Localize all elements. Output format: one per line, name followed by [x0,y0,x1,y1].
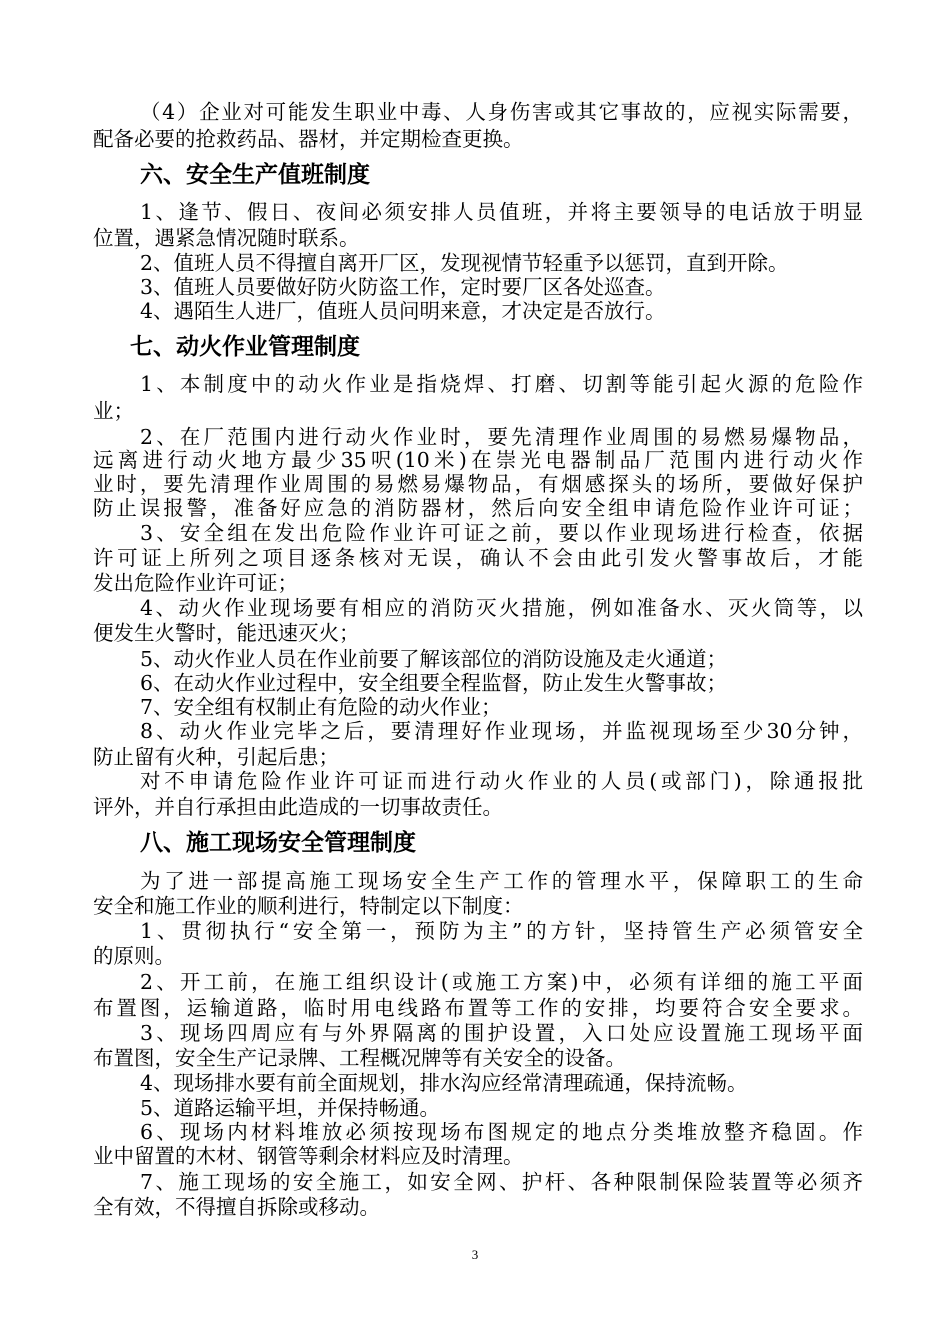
text-line: 布置图，安全生产记录牌、工程概况牌等有关安全的设备。 [93,1046,626,1070]
text-line: 许可证上所列之项目逐条核对无误，确认不会由此引发火警事故后，才能 [93,546,863,570]
text-line: 防止误报警，准备好应急的消防器材，然后向安全组申请危险作业许可证； [93,496,863,520]
text-line: 的原则。 [93,944,175,968]
text-line: 全有效，不得擅自拆除或移动。 [93,1195,380,1219]
text-line: 布置图，运输道路，临时用电线路布置等工作的安排，均要符合安全要求。 [93,996,863,1020]
text-line: 评外，并自行承担由此造成的一切事故责任。 [93,795,503,819]
text-line: 4、现场排水要有前全面规划，排水沟应经常清理疏通，保持流畅。 [140,1071,748,1095]
section-heading: 六、安全生产值班制度 [140,161,370,188]
text-line: 6、在动火作业过程中，安全组要全程监督，防止发生火警事故； [140,671,728,695]
text-line: 7、施工现场的安全施工，如安全网、护杆、各种限制保险装置等必须齐 [140,1170,863,1194]
text-line: 远离进行动火地方最少35呎(10米)在崇光电器制品厂范围内进行动火作 [93,448,863,472]
text-line: 对不申请危险作业许可证而进行动火作业的人员(或部门)，除通报批 [140,769,863,793]
text-line: 业； [93,399,134,423]
text-line: 3、安全组在发出危险作业许可证之前，要以作业现场进行检查，依据 [140,521,863,545]
text-line: 1、贯彻执行“安全第一，预防为主”的方针，坚持管生产必须管安全 [140,919,863,943]
text-line: 7、安全组有权制止有危险的动火作业； [140,695,502,719]
text-line: 4、遇陌生人进厂，值班人员问明来意，才决定是否放行。 [140,299,666,323]
text-line: 3、值班人员要做好防火防盗工作，定时要厂区各处巡查。 [140,275,666,299]
section-heading: 八、施工现场安全管理制度 [140,829,416,856]
page-number: 3 [471,1247,479,1262]
text-line: 位置，遇紧急情况随时联系。 [93,226,360,250]
text-line: 业时，要先清理作业周围的易燃易爆物品，有烟感探头的场所，要做好保护 [93,472,863,496]
text-line: 为了进一部提高施工现场安全生产工作的管理水平，保障职工的生命 [140,869,863,893]
text-line: 防止留有火种，引起后患； [93,745,339,769]
text-line: 6、现场内材料堆放必须按现场布图规定的地点分类堆放整齐稳固。作 [140,1120,863,1144]
text-line: 便发生火警时，能迅速灭火； [93,621,360,645]
text-line: 业中留置的木材、钢管等剩余材料应及时清理。 [93,1144,524,1168]
text-line: 发出危险作业许可证； [93,571,298,595]
text-line: 配备必要的抢救药品、器材，并定期检查更换。 [93,127,524,151]
text-line: 2、在厂范围内进行动火作业时，要先清理作业周围的易燃易爆物品， [140,425,863,449]
text-line: 8、动火作业完毕之后，要清理好作业现场，并监视现场至少30分钟， [140,719,863,743]
text-line: 3、现场四周应有与外界隔离的围护设置，入口处应设置施工现场平面 [140,1021,863,1045]
section-heading: 七、动火作业管理制度 [130,333,360,360]
text-line: 2、值班人员不得擅自离开厂区，发现视情节轻重予以惩罚，直到开除。 [140,251,789,275]
text-line: 4、动火作业现场要有相应的消防灭火措施，例如准备水、灭火筒等，以 [140,596,863,620]
text-line: 1、逢节、假日、夜间必须安排人员值班，并将主要领导的电话放于明显 [140,200,863,224]
text-line: 5、动火作业人员在作业前要了解该部位的消防设施及走火通道； [140,647,728,671]
text-line: 安全和施工作业的顺利进行，特制定以下制度： [93,894,524,918]
text-line: 1、本制度中的动火作业是指烧焊、打磨、切割等能引起火源的危险作 [140,372,863,396]
text-line: 2、开工前，在施工组织设计(或施工方案)中，必须有详细的施工平面 [140,970,863,994]
text-line: 5、道路运输平坦，并保持畅通。 [140,1096,441,1120]
text-line: （4）企业对可能发生职业中毒、人身伤害或其它事故的，应视实际需要， [140,100,863,124]
